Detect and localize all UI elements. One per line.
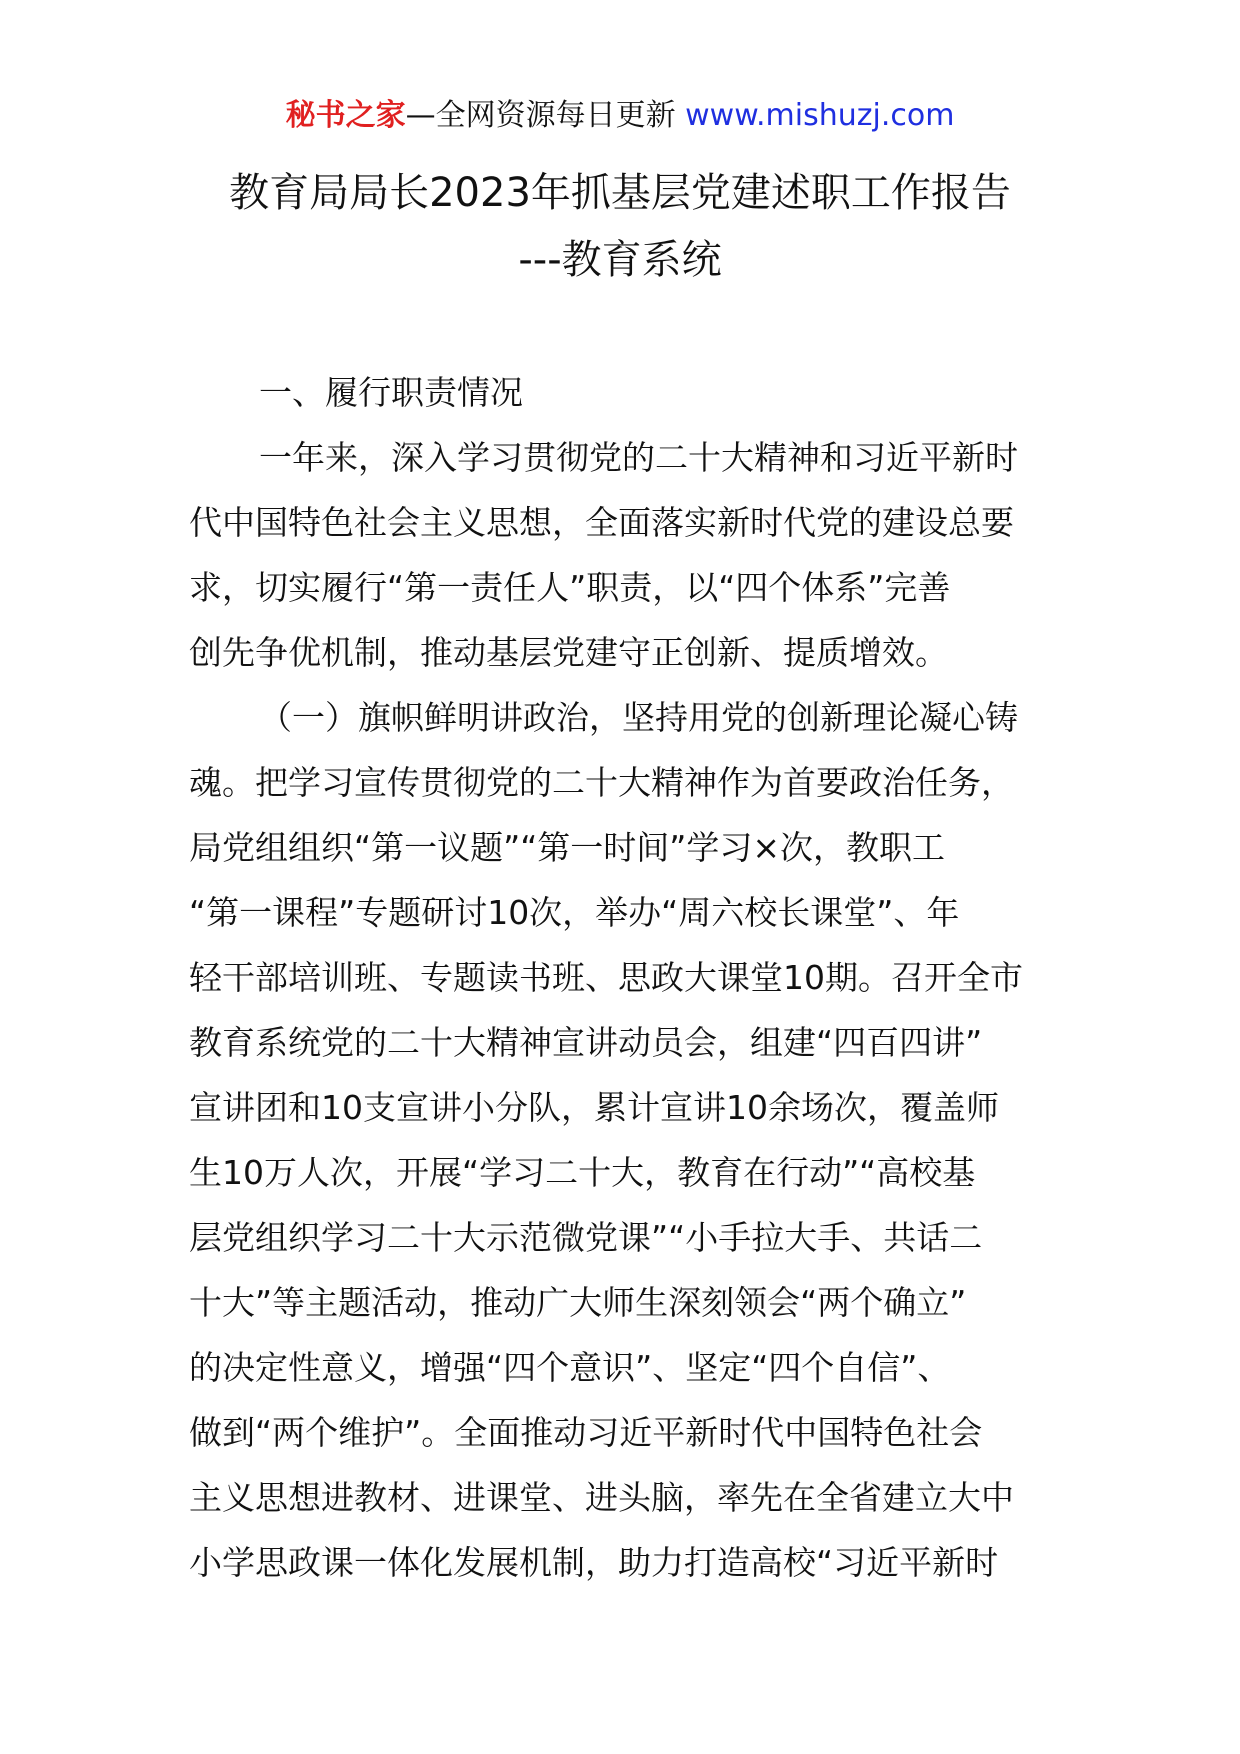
brand-name: 秘书之家 [285, 98, 406, 133]
section-heading: 一、履行职责情况 [259, 373, 523, 412]
paragraph-line: 宣讲团和10支宣讲小分队，累计宣讲10余场次，覆盖师 [189, 1088, 999, 1127]
paragraph-line: 求，切实履行“第一责任人”职责，以“四个体系”完善 [189, 568, 951, 607]
paragraph-line: 主义思想进教材、进课堂、进头脑，率先在全省建立大中 [189, 1478, 1014, 1517]
paragraph-line: 教育系统党的二十大精神宣讲动员会，组建“四百四讲” [189, 1023, 983, 1062]
document-subtitle: ---教育系统 [518, 237, 722, 283]
paragraph-line: 创先争优机制，推动基层党建守正创新、提质增效。 [189, 633, 948, 672]
paragraph-line: 生10万人次，开展“学习二十大，教育在行动”“高校基 [189, 1153, 976, 1192]
paragraph-line: 代中国特色社会主义思想，全面落实新时代党的建设总要 [189, 503, 1014, 542]
paragraph-line: 局党组组织“第一议题”“第一时间”学习×次，教职工 [189, 828, 946, 867]
paragraph-line: “第一课程”专题研讨10次，举办“周六校长课堂”、年 [189, 893, 960, 932]
paragraph-line: 魂。把学习宣传贯彻党的二十大精神作为首要政治任务， [189, 763, 1014, 802]
document-title: 教育局局长2023年抓基层党建述职工作报告 [229, 170, 1011, 216]
paragraph-line: 一年来，深入学习贯彻党的二十大精神和习近平新时 [259, 438, 1018, 477]
paragraph-line: 层党组织学习二十大示范微党课”“小手拉大手、共话二 [189, 1218, 983, 1257]
paragraph-line: 轻干部培训班、专题读书班、思政大课堂10期。召开全市 [189, 958, 1023, 997]
paragraph-line: 的决定性意义，增强“四个意识”、坚定“四个自信”、 [189, 1348, 951, 1387]
subsection-heading-line: （一）旗帜鲜明讲政治，坚持用党的创新理论凝心铸 [259, 698, 1018, 737]
paragraph-line: 十大”等主题活动，推动广大师生深刻领会“两个确立” [189, 1283, 967, 1322]
paragraph-line: 小学思政课一体化发展机制，助力打造高校“习近平新时 [189, 1543, 999, 1582]
site-url-link[interactable]: www.mishuzj.com [685, 98, 955, 133]
document-body [189, 360, 1053, 1595]
site-banner [0, 96, 1240, 136]
paragraph-line: 做到“两个维护”。全面推动习近平新时代中国特色社会 [189, 1413, 983, 1452]
banner-slogan: —全网资源每日更新 [405, 98, 686, 133]
